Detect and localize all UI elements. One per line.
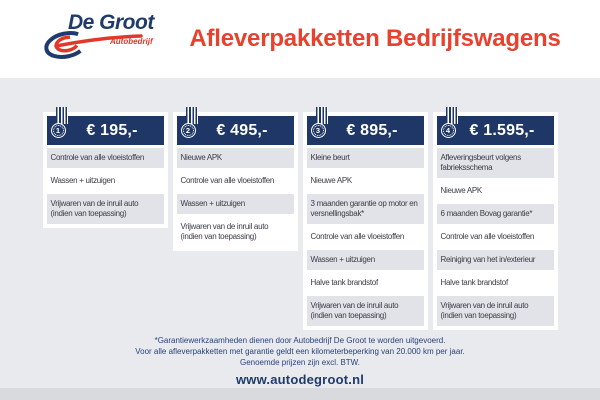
package-item: Vrijwaren van de inruil auto (indien van toepassing) — [180, 222, 269, 241]
ribbon-icon — [186, 107, 198, 124]
package-item: Vrijwaren van de inruil auto (indien van toepassing) — [47, 194, 164, 224]
degroot-logo — [48, 10, 178, 68]
footer-note-line: *Garantiewerkzaamheden dienen door Autobedrijf De Groot te worden uitgevoerd. — [154, 336, 446, 345]
logo-subtitle: Autobedrijf — [110, 37, 153, 46]
package-item: Halve tank brandstof — [440, 278, 508, 287]
package-2-items — [177, 148, 294, 247]
package-item: Controle van alle vloeistoffen — [310, 232, 405, 241]
package-item: Controle van alle vloeistoffen — [180, 176, 275, 185]
package-cards-row — [0, 112, 600, 330]
package-4-price: € 1.595,- — [469, 121, 535, 139]
package-item: Wassen + uitzuigen — [307, 250, 424, 270]
package-1-items — [47, 148, 164, 224]
medal-1-icon: 1 — [51, 123, 66, 138]
package-item: Wassen + uitzuigen — [50, 176, 115, 185]
package-4-items — [437, 148, 554, 326]
footer-note-line: Genoemde prijzen zijn excl. BTW. — [239, 358, 361, 368]
package-card-2 — [173, 112, 298, 251]
package-item: Halve tank brandstof — [310, 278, 378, 287]
medal-4-icon: 4 — [441, 123, 456, 138]
package-2-header — [177, 116, 294, 145]
package-item: 3 maanden garantie op motor en versnellingsbak* — [307, 194, 424, 224]
content-area — [0, 78, 600, 400]
ribbon-icon — [446, 107, 458, 124]
website-url: www.autodegroot.nl — [235, 371, 365, 387]
package-1-header — [47, 116, 164, 145]
package-card-3 — [303, 112, 428, 330]
medal-2-icon: 2 — [181, 123, 196, 138]
package-3-header — [307, 116, 424, 145]
package-item: Kleine beurt — [307, 148, 424, 168]
package-item: Controle van alle vloeistoffen — [440, 232, 535, 241]
package-item: Reiniging van het in/exterieur — [437, 250, 554, 270]
bottom-edge-strip — [0, 388, 600, 400]
package-item: Wassen + uitzuigen — [177, 194, 294, 214]
footer-note-line: Voor alle afleverpakketten met garantie geldt een kilometerbeperking van 20.000 km per jaar. — [135, 347, 465, 357]
package-item: Nieuwe APK — [310, 176, 352, 185]
logo-name: De Groot — [68, 11, 154, 34]
package-item: 6 maanden Bovag garantie* — [437, 204, 554, 224]
ribbon-icon — [316, 107, 328, 124]
package-3-price: € 895,- — [346, 121, 398, 139]
package-item: Nieuwe APK — [177, 148, 294, 168]
page-title: Afleverpakketten Bedrijfswagens — [189, 25, 561, 52]
package-item: Controle van alle vloeistoffen — [47, 148, 164, 168]
footer-notes — [0, 335, 600, 369]
package-item: Vrijwaren van de inruil auto (indien van toepassing) — [307, 296, 424, 326]
ribbon-icon — [56, 107, 68, 124]
package-item: Afleveringsbeurt volgens fabrieksschema — [437, 148, 554, 178]
package-card-1 — [43, 112, 168, 228]
package-4-header — [437, 116, 554, 145]
package-card-4 — [433, 112, 558, 330]
package-2-price: € 495,- — [216, 121, 268, 139]
header — [0, 0, 600, 78]
medal-3-icon: 3 — [311, 123, 326, 138]
package-3-items — [307, 148, 424, 326]
package-item: Nieuwe APK — [440, 186, 482, 195]
package-1-price: € 195,- — [86, 121, 138, 139]
package-item: Vrijwaren van de inruil auto (indien van toepassing) — [437, 296, 554, 326]
